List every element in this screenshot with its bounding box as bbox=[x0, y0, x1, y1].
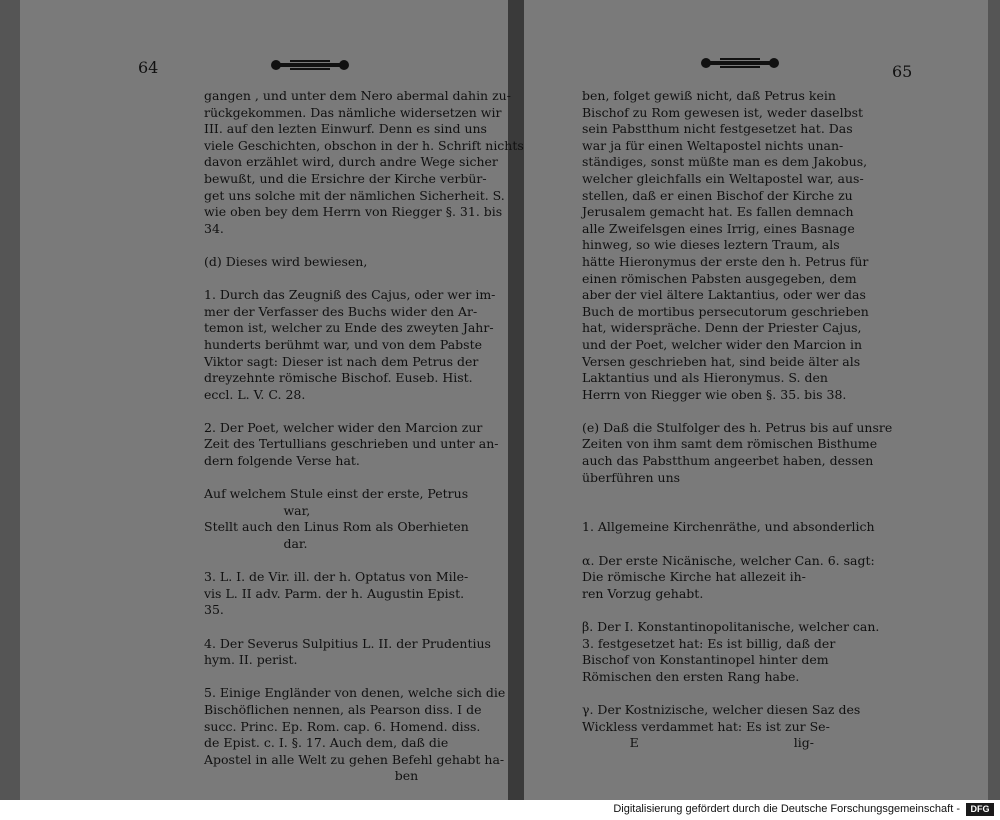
text-line: Viktor sagt: Dieser ist nach dem Petrus der bbox=[204, 353, 479, 369]
text-line: 4. Der Severus Sulpitius L. II. der Prudentius bbox=[204, 635, 491, 651]
text-line: eccl. L. V. C. 28. bbox=[204, 386, 306, 402]
text-line: dern folgende Verse hat. bbox=[204, 453, 360, 469]
text-line: de Epist. c. I. §. 17. Auch dem, daß die bbox=[204, 735, 449, 751]
text-line: Die römische Kirche hat allezeit ih- bbox=[582, 569, 806, 585]
text-line: stellen, daß er einen Bischof der Kirche zu bbox=[582, 187, 853, 203]
text-line bbox=[204, 619, 524, 636]
text-line: Versen geschrieben hat, sind beide älter als bbox=[582, 353, 861, 369]
text-line: Bischöflichen nennen, als Pearson diss. I de bbox=[204, 701, 482, 717]
footer-credit: Digitalisierung gefördert durch die Deutsche Forschungsgemeinschaft - bbox=[613, 803, 960, 815]
page-number-left: 64 bbox=[138, 58, 159, 77]
text-line: einen römischen Pabsten ausgegeben, dem bbox=[582, 270, 857, 286]
text-line: ständiges, sonst müßte man es dem Jakobus, bbox=[582, 154, 868, 170]
text-line: III. auf den lezten Einwurf. Denn es sind uns bbox=[204, 121, 487, 137]
text-line: überführen uns bbox=[582, 469, 681, 485]
text-line: ben, folget gewiß nicht, daß Petrus kein bbox=[582, 88, 836, 103]
text-line: (e) Daß die Stulfolger des h. Petrus bis auf unsre bbox=[582, 419, 893, 435]
text-line: Auf welchem Stule einst der erste, Petrus bbox=[204, 486, 469, 502]
text-line bbox=[204, 553, 524, 570]
text-line: 2. Der Poet, welcher wider den Marcion zur bbox=[204, 419, 483, 435]
text-line bbox=[582, 602, 892, 619]
text-line bbox=[204, 237, 524, 254]
ornament-icon bbox=[270, 58, 350, 72]
dfg-logo: DFG bbox=[966, 803, 994, 816]
text-line: war, bbox=[204, 502, 311, 518]
text-line: davon erzählet wird, durch andre Wege sicher bbox=[204, 154, 498, 170]
text-line: (d) Dieses wird bewiesen, bbox=[204, 253, 368, 269]
page-number-right: 65 bbox=[892, 62, 913, 81]
text-line bbox=[204, 470, 524, 487]
text-line: Buch de mortibus persecutorum geschrieben bbox=[582, 303, 869, 319]
text-line bbox=[204, 669, 524, 686]
text-line: 3. L. I. de Vir. ill. der h. Optatus von Mile- bbox=[204, 569, 469, 585]
text-line: und der Poet, welcher wider den Marcion in bbox=[582, 336, 863, 352]
text-line: war ja für einen Weltapostel nichts unan- bbox=[582, 137, 844, 153]
text-line: Laktantius und als Hieronymus. S. den bbox=[582, 370, 828, 386]
text-line: aber der viel ältere Laktantius, oder wer das bbox=[582, 287, 866, 303]
footer-bar bbox=[0, 800, 1000, 820]
text-line: welcher gleichfalls ein Weltapostel war, aus- bbox=[582, 170, 864, 186]
text-line: hätte Hieronymus der erste den h. Petrus für bbox=[582, 253, 869, 269]
text-line: Jerusalem gemacht hat. Es fallen demnach bbox=[582, 204, 854, 220]
text-line: β. Der I. Konstantinopolitanische, welcher can. bbox=[582, 619, 880, 634]
text-line bbox=[582, 486, 892, 503]
text-line: γ. Der Kostnizische, welcher diesen Saz des bbox=[582, 701, 861, 717]
text-line: alle Zweifelsgen eines Irrig, eines Basnage bbox=[582, 220, 855, 236]
text-line: dreyzehnte römische Bischof. Euseb. Hist. bbox=[204, 370, 473, 386]
text-line: 1. Allgemeine Kirchenräthe, und absonderlich bbox=[582, 519, 875, 535]
text-line: hym. II. perist. bbox=[204, 652, 298, 668]
text-line: Herrn von Riegger wie oben §. 35. bis 38. bbox=[582, 386, 847, 402]
text-line bbox=[582, 685, 892, 702]
text-line: Bischof zu Rom gewesen ist, weder daselbst bbox=[582, 104, 864, 120]
text-line bbox=[204, 271, 524, 288]
text-line: Zeiten von ihm samt dem römischen Bisthume bbox=[582, 436, 878, 452]
text-line: hinweg, so wie dieses leztern Traum, als bbox=[582, 237, 840, 253]
text-line: ben bbox=[204, 768, 419, 784]
text-line: ren Vorzug gehabt. bbox=[582, 585, 704, 601]
text-line: Bischof von Konstantinopel hinter dem bbox=[582, 652, 829, 668]
text-line: temon ist, welcher zu Ende des zweyten Jahr- bbox=[204, 320, 494, 336]
text-line: Wickless verdammet hat: Es ist zur Se- bbox=[582, 718, 830, 734]
text-line: Stellt auch den Linus Rom als Oberhieten bbox=[204, 519, 469, 535]
text-line: E lig- bbox=[582, 735, 814, 751]
text-line bbox=[582, 403, 892, 420]
text-line: α. Der erste Nicänische, welcher Can. 6. sagt: bbox=[582, 552, 875, 568]
text-line: 3. festgesetzet hat: Es ist billig, daß der bbox=[582, 635, 836, 651]
text-line: 34. bbox=[204, 220, 224, 236]
text-line: hunderts berühmt war, und von dem Pabste bbox=[204, 336, 483, 352]
ornament-icon bbox=[700, 56, 780, 70]
right-page-text bbox=[582, 88, 892, 752]
text-line: 1. Durch das Zeugniß des Cajus, oder wer im- bbox=[204, 287, 496, 303]
text-line: Römischen den ersten Rang habe. bbox=[582, 668, 800, 684]
text-line: sein Pabstthum nicht festgesetzet hat. Das bbox=[582, 121, 853, 137]
text-line: auch das Pabstthum angeerbet haben, dessen bbox=[582, 453, 874, 469]
left-page-text bbox=[204, 88, 524, 785]
text-line: gangen , und unter dem Nero abermal dahin zu- bbox=[204, 88, 511, 103]
text-line: wie oben bey dem Herrn von Riegger §. 31. bis bbox=[204, 204, 503, 220]
text-line: bewußt, und die Ersichre der Kirche verbür- bbox=[204, 170, 487, 186]
text-line: rückgekommen. Das nämliche widersetzen wir bbox=[204, 104, 502, 120]
text-line: succ. Princ. Ep. Rom. cap. 6. Homend. diss. bbox=[204, 718, 481, 734]
text-line: viele Geschichten, obschon in der h. Schrift nichts bbox=[204, 137, 524, 153]
text-line: 35. bbox=[204, 602, 224, 618]
text-line: Apostel in alle Welt zu gehen Befehl gehabt ha- bbox=[204, 751, 505, 767]
text-line bbox=[582, 536, 892, 553]
text-line: 5. Einige Engländer von denen, welche sich die bbox=[204, 685, 506, 701]
text-line: vis L. II adv. Parm. der h. Augustin Epist. bbox=[204, 585, 465, 601]
text-line: get uns solche mit der nämlichen Sicherheit. S. bbox=[204, 187, 505, 203]
text-line: hat, widerspräche. Denn der Priester Cajus, bbox=[582, 320, 862, 336]
text-line: dar. bbox=[204, 536, 308, 552]
text-line bbox=[204, 403, 524, 420]
right-page bbox=[522, 0, 1000, 800]
text-line bbox=[582, 503, 892, 520]
text-line: mer der Verfasser des Buchs wider den Ar- bbox=[204, 303, 478, 319]
text-line: Zeit des Tertullians geschrieben und unter an- bbox=[204, 436, 499, 452]
